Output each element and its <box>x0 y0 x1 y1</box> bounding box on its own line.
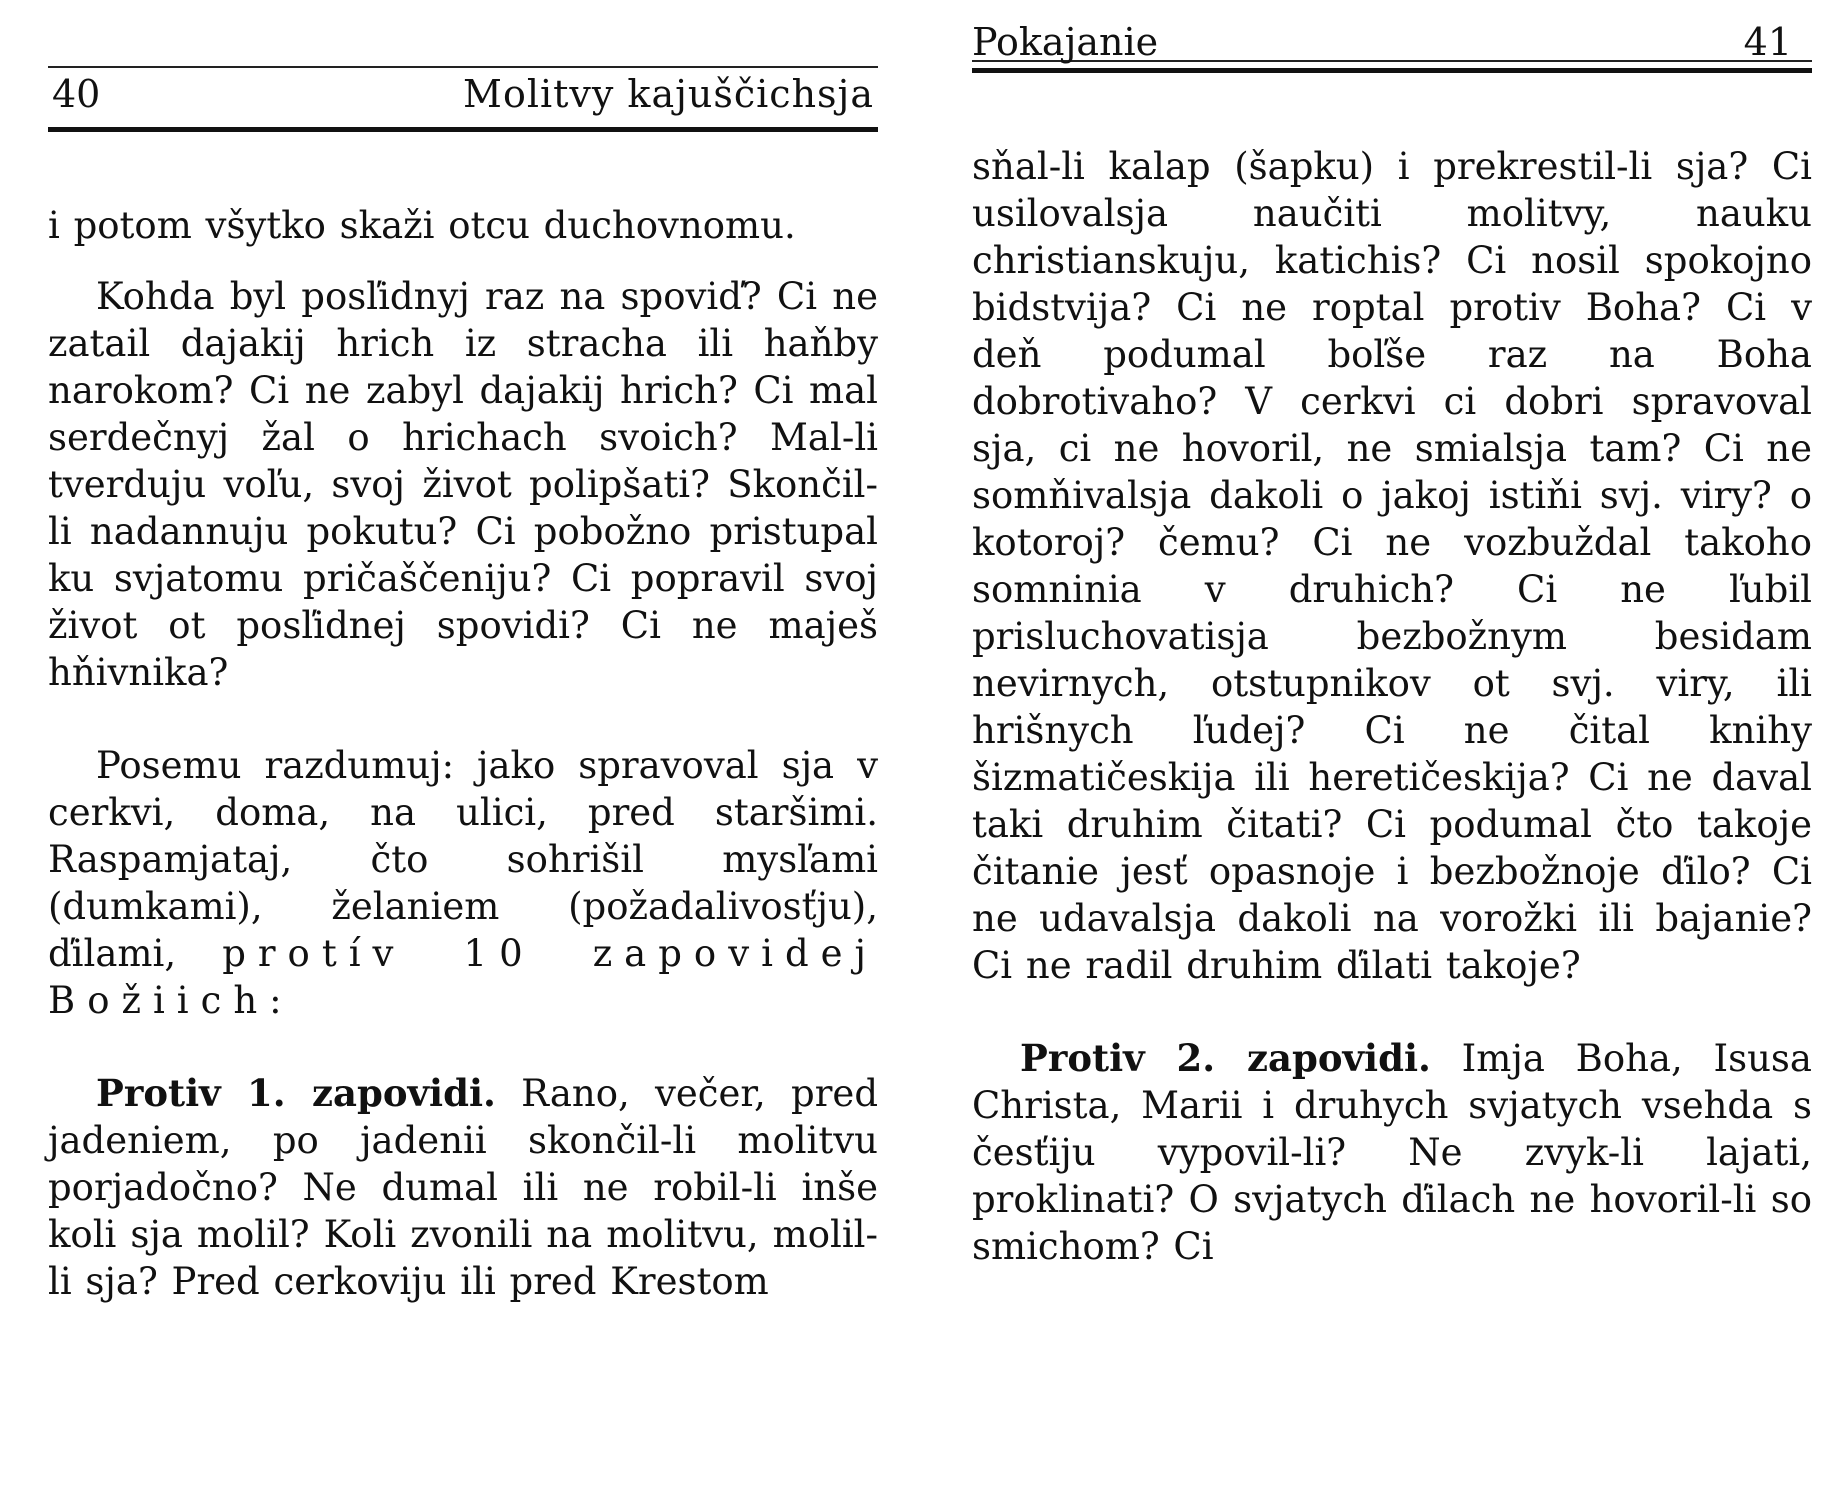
page-number: 40 <box>52 72 101 116</box>
paragraph-4 <box>48 1070 878 1305</box>
cut-page-number: 41 <box>1743 20 1792 64</box>
paragraph-3 <box>48 742 878 1024</box>
paragraph-1: sňal-li kalap (šapku) i prekrestil-li sja? Ci usilovalsja naučiti molitvy, nauku christianskuju, katichis? Ci nosil spokojno bidstvija? Ci ne roptal protiv Boha? Ci v deň podumal boľše raz na Boha dobrotivaho? V cerkvi ci dobri spravoval sja, ci ne hovoril, ne smialsja tam? Ci ne somňivalsja dakoli o jakoj istiňi svj. viry? o kotoroj? čemu? Ci ne vozbuždal takoho somninia v druhich? Ci ne ľubil prisluchovatisja bezbožnym besidam nevirnych, otstupnikov ot svj. viry, ili hrišnych ľudej? Ci ne čital knihy šizmatičeskija ili heretičeskija? Ci ne daval taki druhim čitati? Ci podumal čto takoje čitanie jesť opasnoje i bezbožnoje ďilo? Ci ne udavalsja dakoli na vorožki ili bajanie? Ci ne radil druhim ďilati takoje? <box>972 145 1812 987</box>
left-page-body <box>48 202 878 1305</box>
paragraph-3-text: Posemu razdumuj: jako spravoval sja v cerkvi, doma, na ulici, pred staršimi. Raspamjataj, čto sohrišil mysľami (dumkami), želaniem (požadalivosťju), ďilami, <box>48 744 878 975</box>
paragraph-3-spaced: protív 10 zapovidej Božiich: <box>48 932 878 1022</box>
running-head <box>48 66 878 120</box>
header-rule <box>48 127 878 132</box>
right-page-body <box>972 143 1812 1270</box>
section-text-2: Imja Boha, Isusa Christa, Marii i druhych svjatych vsehda s česťiju vypovil-li? Ne zvyk-li lajati, proklinati? O svjatych ďilach ne hovoril-li so smichom? Ci <box>972 1037 1812 1268</box>
paragraph-1: i potom všytko skaži otcu duchovnomu. <box>48 204 796 247</box>
paragraph-2 <box>972 1035 1812 1270</box>
running-title: Molitvy kajuščichsja <box>463 72 874 116</box>
paragraph-2: Kohda byl posľidnyj raz na spoviď? Ci ne zatail dajakij hrich iz stracha ili haňby narokom? Ci ne zabyl dajakij hrich? Ci mal serdečnyj žal o hrichach svoich? Mal-li tverduju voľu, svoj život polipšati? Skončil-li nadannuju pokutu? Ci pobožno pristupal ku svjatomu pričaščeniju? Ci popravil svoj život ot posľidnej spovidi? Ci ne maješ hňivnika? <box>48 275 878 694</box>
cut-running-title: Pokajanie <box>972 20 1159 64</box>
cut-running-head <box>972 20 1812 64</box>
right-page <box>972 0 1812 1270</box>
section-heading-2: Protiv 2. zapovidi. <box>1020 1036 1431 1080</box>
left-page <box>48 0 878 1305</box>
section-text-1: Rano, večer, pred jadeniem, po jadenii skončil-li molitvu porjadočno? Ne dumal ili ne robil-li inše koli sja molil? Koli zvonili na molitvu, molil-li sja? Pred cerkoviju ili pred Krestom <box>48 1072 879 1303</box>
section-heading-1: Protiv 1. zapovidi. <box>96 1071 496 1115</box>
